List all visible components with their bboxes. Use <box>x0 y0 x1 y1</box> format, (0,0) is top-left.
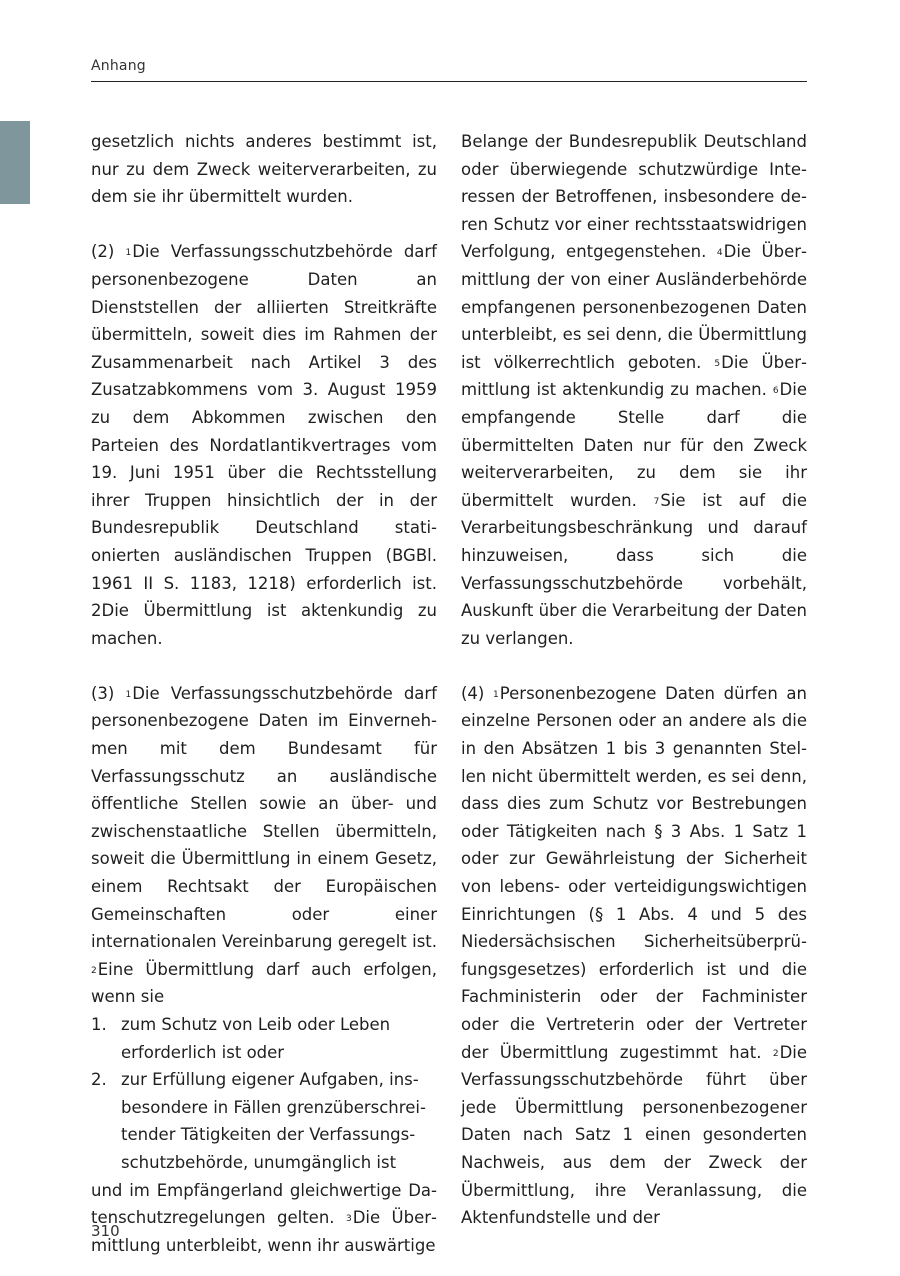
numbered-list <box>91 1011 437 1177</box>
sentence-number: 3 <box>345 1214 352 1225</box>
paragraph-label: (2) <box>91 242 115 262</box>
sentence-number: 1 <box>125 248 132 259</box>
list-item <box>91 1066 437 1176</box>
list-item <box>91 1011 437 1066</box>
paragraph-3-end <box>461 128 807 652</box>
paragraph-text: Die Verfassungsschutzbehörde darf personenbezogene Daten im Einvernehmen mit dem Bundesamt für Verfassungsschutz an ausländische öffentliche Stellen sowie an über- und zwischenstaatliche Stellen übermitteln, soweit die Übermittlung in einem Gesetz, einem Rechtsakt der Europäischen Gemeinschaften oder einer internationalen Vereinbarung geregelt ist. <box>91 683 437 952</box>
sentence-number: 7 <box>653 496 660 507</box>
list-number: 2. <box>91 1070 107 1090</box>
paragraph-continuation: gesetzlich nichts anderes bestimmt ist, nur zu dem Zweck weiterverarbeiten, zu dem sie ihr übermittelt wurden. <box>91 132 437 207</box>
sentence-number: 1 <box>493 689 499 700</box>
paragraph-3-continued <box>91 1177 437 1260</box>
chapter-tab-marker <box>0 121 30 204</box>
paragraph-text: Sie ist auf die Verarbeitungsbeschränkung und darauf hinzuweisen, dass sich die Verfassungsschutzbehörde vorbehält, Auskunft über die Verarbeitung der Daten zu verlangen. <box>461 490 807 648</box>
sentence-number: 6 <box>772 386 779 397</box>
list-text: zur Erfüllung eigener Aufgaben, insbesondere in Fällen grenzüberschreitender Tätigkeiten der Verfassungsschutzbehörde, unumgänglich ist <box>121 1070 426 1172</box>
paragraph-text: Die empfangende Stelle darf die übermittelten Daten nur für den Zweck weiterverarbeiten, zu dem sie ihr übermittelt wurden. <box>461 380 807 510</box>
paragraph-text: Belange der Bundesrepublik Deutschland oder überwiegende schutzwürdige Interessen der Betroffenen, insbesondere deren Schutz vor einer rechtsstaatswidrigen Verfolgung, entgegenstehen. <box>461 132 807 262</box>
paragraph-label: (4) <box>461 683 485 703</box>
left-column <box>91 128 437 1259</box>
sentence-number: 1 <box>125 689 132 700</box>
paragraph-3 <box>91 680 437 1011</box>
sentence-number: 5 <box>714 358 721 369</box>
list-text: zum Schutz von Leib oder Leben erforderlich ist oder <box>121 1015 391 1062</box>
paragraph-4 <box>461 680 807 1232</box>
paragraph-text: Die Übermittlung unterbleibt, wenn ihr auswärtige <box>91 1208 437 1255</box>
running-header: Anhang <box>91 58 146 74</box>
paragraph-label: (3) <box>91 683 115 703</box>
paragraph-text: und im Empfängerland gleichwertige Datenschutzregelungen gelten. <box>91 1180 437 1228</box>
header-rule <box>91 81 807 82</box>
sentence-number: 2 <box>91 965 97 976</box>
page-number: 310 <box>91 1222 120 1240</box>
paragraph-text: Die Verfassungsschutzbehörde darf personenbezogene Daten an Dienststellen der alliierten Streitkräfte übermitteln, soweit dies im Rahmen der Zusammenarbeit nach Artikel 3 des Zusatzabkommens vom 3. August 1959 zu dem Abkommen zwischen den Parteien des Nordatlantikvertrages vom 19. Juni 1951 über die Rechtsstellung ihrer Truppen hinsichtlich der in der Bundesrepublik Deutschland stationierten ausländischen Truppen (BGBl. 1961 II S. 1183, 1218) erforderlich ist. 2Die Übermittlung ist aktenkundig zu machen. <box>91 242 437 648</box>
paragraph-2 <box>91 238 437 652</box>
list-number: 1. <box>91 1015 107 1034</box>
sentence-number: 4 <box>716 248 723 259</box>
paragraph-text: Eine Übermittlung darf auch erfolgen, wenn sie <box>91 959 437 1007</box>
paragraph-text: Die Übermittlung ist aktenkundig zu machen. <box>461 352 808 400</box>
right-column <box>461 128 807 1232</box>
sentence-number: 2 <box>772 1048 779 1059</box>
paragraph-text: Die Übermittlung der von einer Ausländerbehörde empfangenen personenbezogenen Daten unterbleibt, es sei denn, die Übermittlung ist völkerrechtlich geboten. <box>461 242 808 372</box>
paragraph-text: Personenbezogene Daten dürfen an einzelne Personen oder an andere als die in den Absätzen 1 bis 3 genannten Stellen nicht übermittelt werden, es sei denn, dass dies zum Schutz vor Bestrebungen oder Tätigkeiten nach § 3 Abs. 1 Satz 1 oder zur Gewährleistung der Sicherheit von lebens- oder verteidigungswichtigen Einrichtungen (§ 1 Abs. 4 und 5 des Niedersächsischen Sicherheitsüberprüfungsgesetzes) erforderlich ist und die Fachministerin oder der Fachminister oder die Vertreterin oder der Vertreter der Übermittlung zugestimmt hat. <box>461 683 807 1062</box>
paragraph-text: Die Verfassungsschutzbehörde führt über jede Übermittlung personenbezogener Daten nach Satz 1 einen gesonderten Nachweis, aus dem der Zweck der Übermittlung, ihre Veranlassung, die Aktenfundstelle und der <box>461 1042 808 1228</box>
